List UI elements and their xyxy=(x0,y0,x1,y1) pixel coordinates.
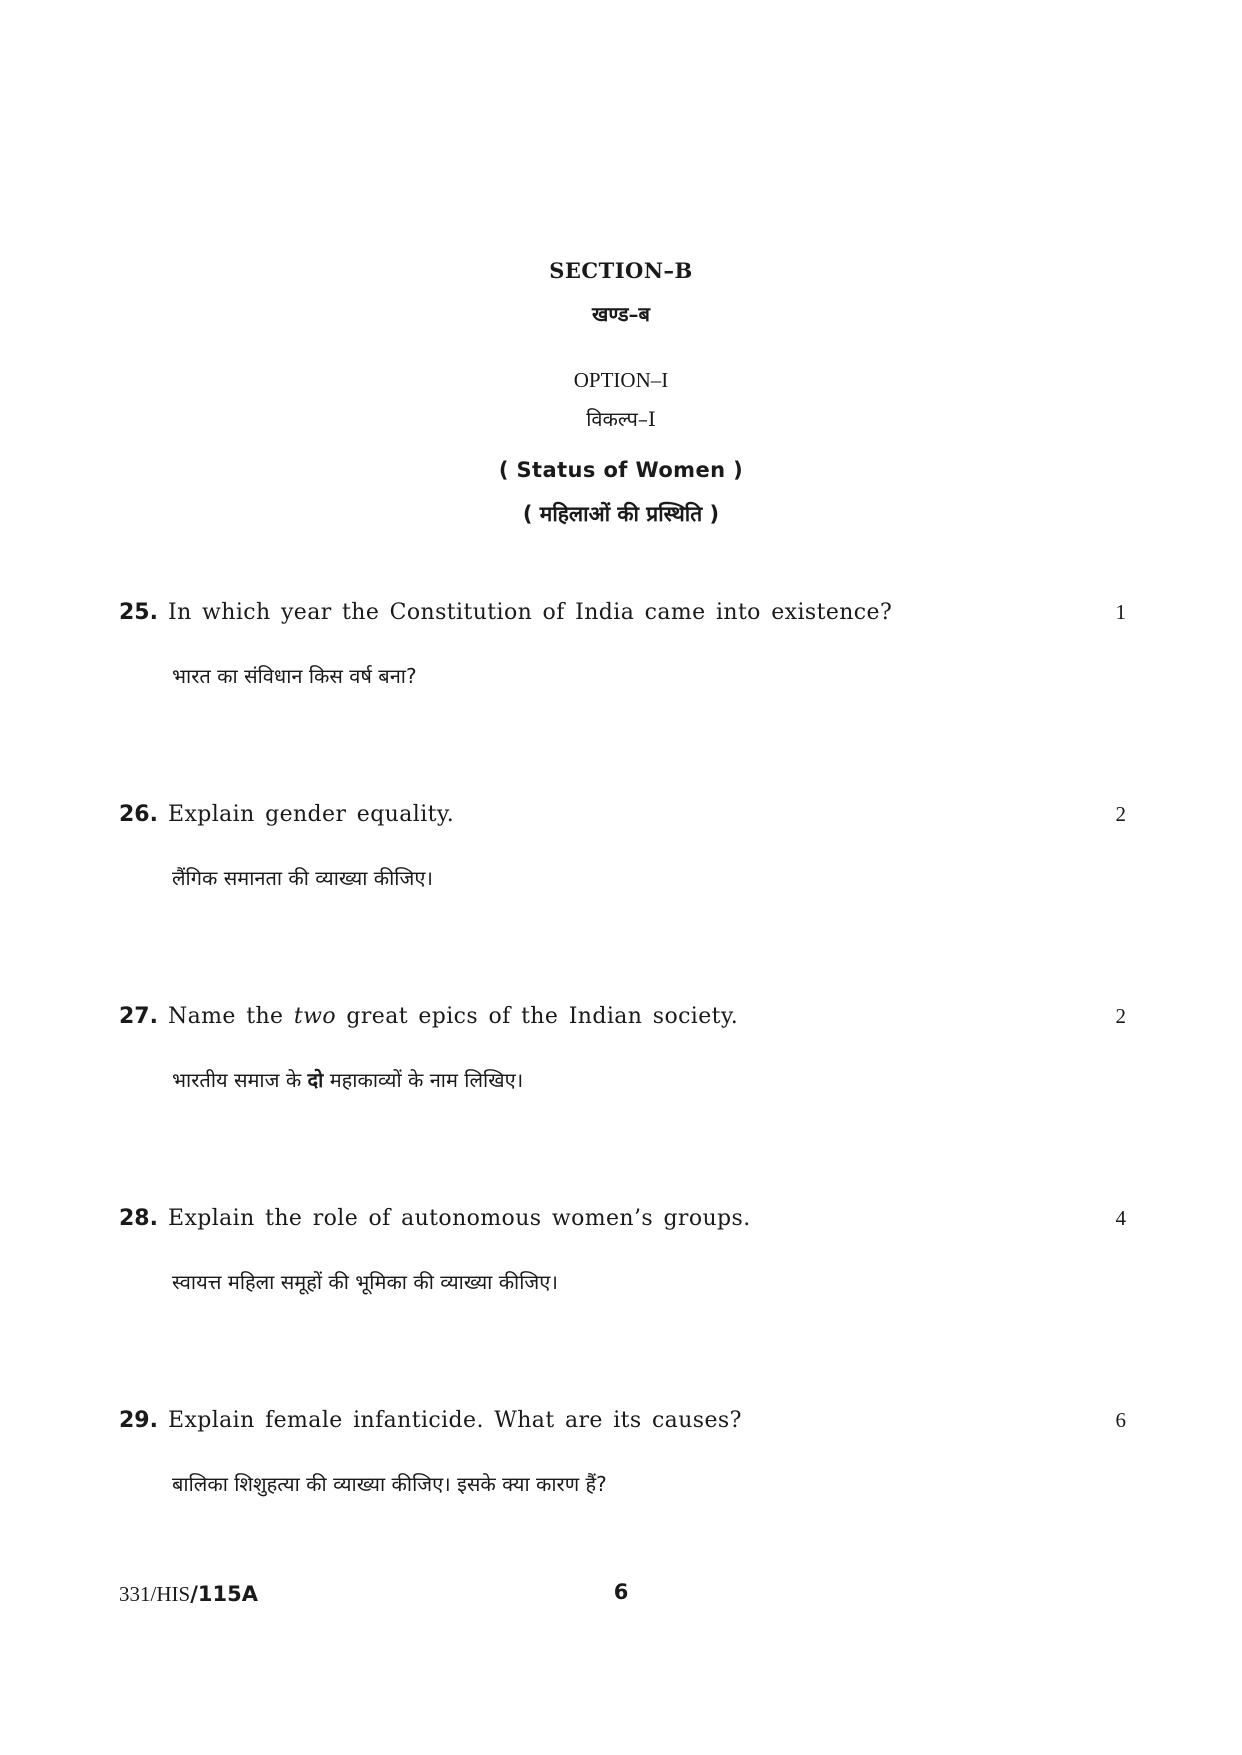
question-number: 28. xyxy=(119,1206,158,1231)
question-english: In which year the Constitution of India came into existence? xyxy=(167,600,893,625)
question-text xyxy=(119,1408,1119,1433)
question-hindi: बालिका शिशुहत्या की व्याख्या कीजिए। इसके क्या कारण हैं? xyxy=(172,1472,607,1496)
question-marks: 2 xyxy=(1115,1004,1126,1028)
question-english: Explain the role of autonomous women’s groups. xyxy=(167,1206,751,1231)
question-text xyxy=(119,1004,1119,1029)
section-title: SECTION–B xyxy=(549,258,693,283)
question-number: 27. xyxy=(119,1004,158,1029)
question-hindi: लैंगिक समानता की व्याख्या कीजिए। xyxy=(172,866,433,890)
question-number: 29. xyxy=(119,1408,158,1433)
option-title-hindi: विकल्प–I xyxy=(586,407,656,431)
question-hindi: भारत का संविधान किस वर्ष बना? xyxy=(172,664,417,688)
question-marks: 2 xyxy=(1115,802,1126,826)
question-english: Name the two great epics of the Indian society. xyxy=(167,1004,739,1029)
question-english: Explain female infanticide. What are its causes? xyxy=(167,1408,742,1433)
question-text xyxy=(119,802,1119,827)
option-title: OPTION–I xyxy=(573,368,669,392)
question-hindi: भारतीय समाज के दो महाकाव्यों के नाम लिखिए। xyxy=(172,1068,524,1092)
paper-code: 331/HIS/115A xyxy=(119,1582,258,1606)
question-number: 26. xyxy=(119,802,158,827)
question-marks: 4 xyxy=(1115,1206,1126,1230)
question-english: Explain gender equality. xyxy=(167,802,455,827)
question-number: 25. xyxy=(119,600,158,625)
question-text xyxy=(119,1206,1119,1231)
topic-heading-hindi: ( महिलाओं की प्रस्थिति ) xyxy=(522,502,720,526)
question-marks: 1 xyxy=(1115,600,1126,624)
question-marks: 6 xyxy=(1115,1408,1126,1432)
topic-heading: ( Status of Women ) xyxy=(498,458,744,482)
question-hindi: स्वायत्त महिला समूहों की भूमिका की व्याख्या कीजिए। xyxy=(172,1270,558,1294)
page-number: 6 xyxy=(613,1580,629,1604)
question-text xyxy=(119,600,1119,625)
section-title-hindi: खण्ड–ब xyxy=(592,302,650,326)
